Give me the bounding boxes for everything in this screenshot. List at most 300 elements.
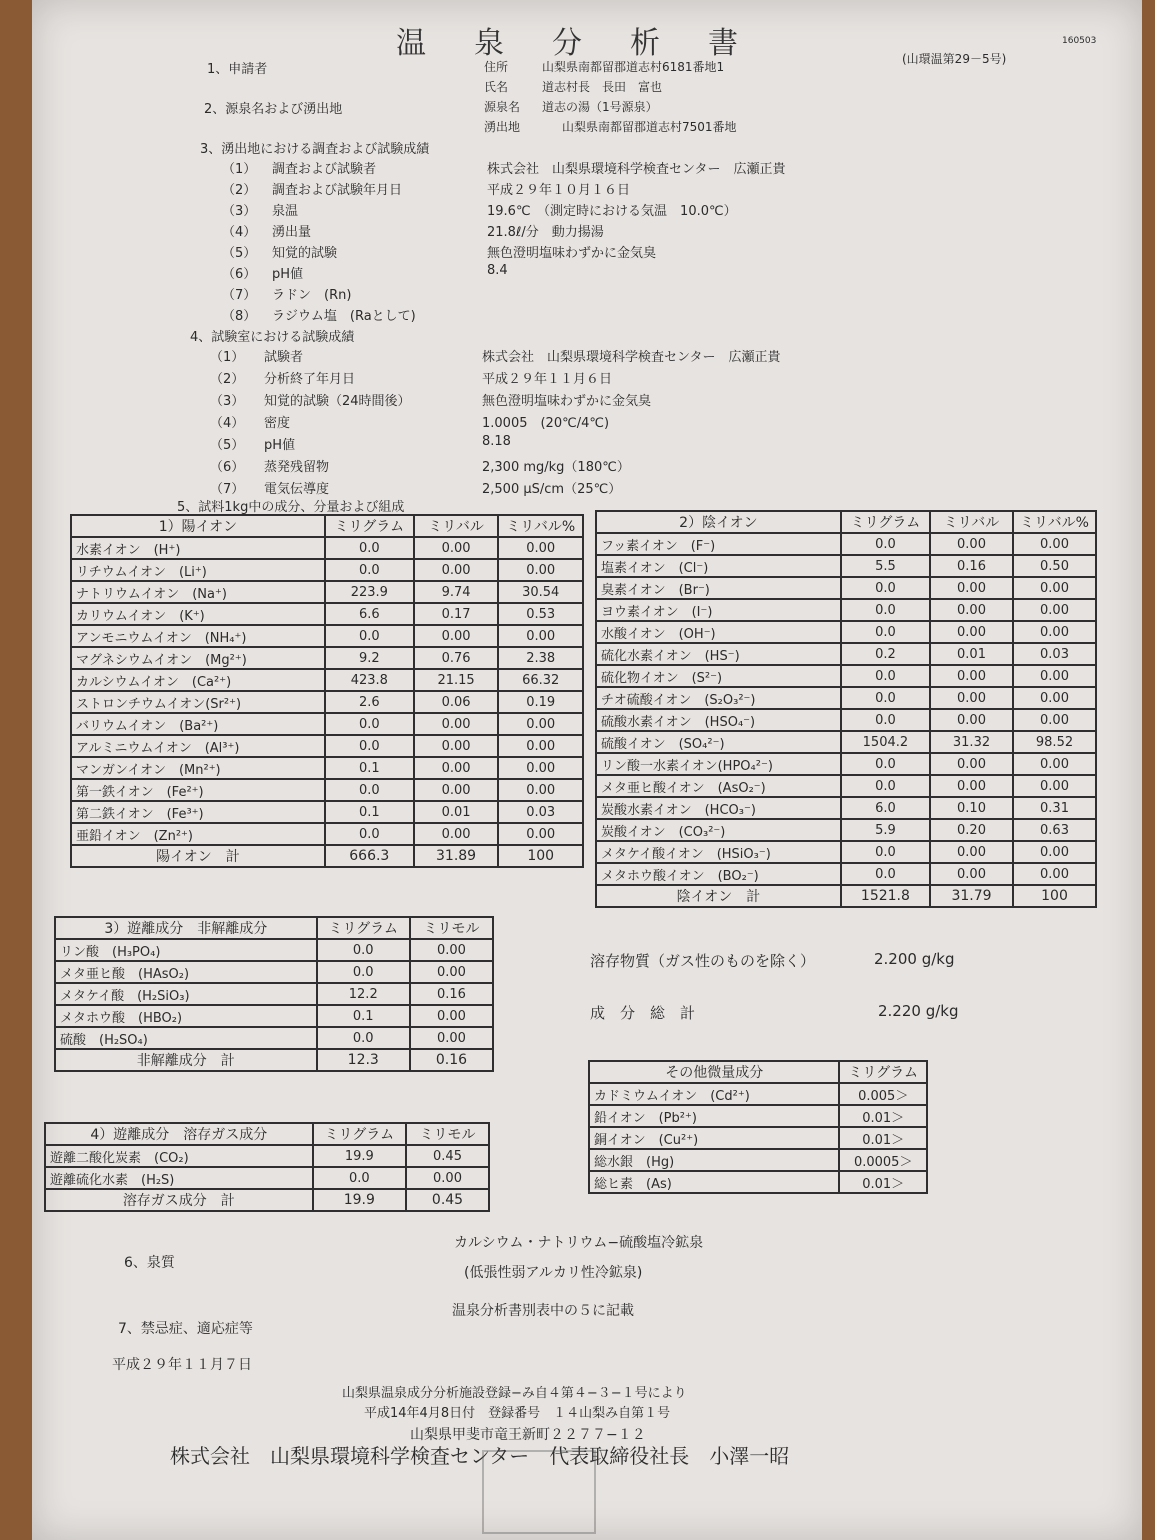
component-value: 0.00 xyxy=(410,1027,493,1049)
item-number: （1） xyxy=(222,162,257,177)
component-name: 総ヒ素 (As) xyxy=(589,1171,839,1193)
item-value: 8.4 xyxy=(487,263,508,278)
component-value: 0.0 xyxy=(325,823,414,845)
address-label: 住所 xyxy=(484,60,509,74)
table-row xyxy=(55,961,493,983)
analysis-sheet xyxy=(32,0,1142,1540)
component-value: 0.0 xyxy=(325,779,414,801)
component-value: 0.0 xyxy=(325,625,414,647)
component-name: アルミニウムイオン (Al³⁺) xyxy=(71,735,325,757)
component-name: フッ素イオン (F⁻) xyxy=(596,533,841,555)
component-name: チオ硫酸イオン (S₂O₃²⁻) xyxy=(596,687,841,709)
table-row xyxy=(596,797,1096,819)
item-label: 密度 xyxy=(264,416,291,431)
column-header: 2）陰イオン xyxy=(596,511,841,533)
column-header: ミリバル% xyxy=(1013,511,1096,533)
component-name: 水酸イオン (OH⁻) xyxy=(596,621,841,643)
column-header: 1）陽イオン xyxy=(71,515,325,537)
component-value: 0.0 xyxy=(841,863,930,885)
table-row xyxy=(71,581,583,603)
component-value: 0.1 xyxy=(317,1005,410,1027)
column-header: ミリグラム xyxy=(325,515,414,537)
component-name: カドミウムイオン (Cd²⁺) xyxy=(589,1083,839,1105)
name-value: 道志村長 長田 富也 xyxy=(542,80,663,94)
component-value: 0.00 xyxy=(410,961,493,983)
item-label: 調査および試験者 xyxy=(272,162,377,177)
component-name: 遊離硫化水素 (H₂S) xyxy=(45,1167,313,1189)
component-value: 9.74 xyxy=(414,581,499,603)
table-total-row xyxy=(596,885,1096,907)
table-row xyxy=(596,555,1096,577)
anion-table xyxy=(595,510,1097,908)
column-header: ミリバル xyxy=(414,515,499,537)
component-value: 0.00 xyxy=(410,939,493,961)
table-row xyxy=(596,709,1096,731)
component-value: 0.00 xyxy=(930,753,1013,775)
component-value: 0.10 xyxy=(930,797,1013,819)
undissociated-table xyxy=(54,916,494,1072)
table-row xyxy=(71,801,583,823)
table-header-row xyxy=(55,917,493,939)
item-number: （5） xyxy=(210,438,245,453)
component-value: 5.9 xyxy=(841,819,930,841)
component-value: 5.5 xyxy=(841,555,930,577)
dissolved-matter-label: 溶存物質（ガス性のものを除く） xyxy=(590,952,816,970)
item-number: （3） xyxy=(210,394,245,409)
component-value: 0.00 xyxy=(498,559,583,581)
section-4-label: 4、試験室における試験成績 xyxy=(190,330,355,345)
component-value: 0.00 xyxy=(930,599,1013,621)
table-row xyxy=(589,1083,927,1105)
item-value: 21.8ℓ/分 動力揚湯 xyxy=(487,225,604,240)
item-number: （7） xyxy=(210,482,245,497)
component-value: 0.01 xyxy=(414,801,499,823)
total-value: 666.3 xyxy=(325,845,414,867)
item-number: （2） xyxy=(222,183,257,198)
table-row xyxy=(596,533,1096,555)
table-row xyxy=(596,665,1096,687)
component-value: 0.00 xyxy=(930,775,1013,797)
component-value: 0.01＞ xyxy=(839,1127,927,1149)
document-title: 温泉分析書 xyxy=(396,26,786,61)
component-value: 0.00 xyxy=(930,863,1013,885)
table-row xyxy=(596,863,1096,885)
table-header-row xyxy=(596,511,1096,533)
section-6-label: 6、泉質 xyxy=(124,1255,175,1271)
item-label: 知覚的試験（24時間後） xyxy=(264,394,411,409)
column-header: ミリバル xyxy=(930,511,1013,533)
trace-components-table xyxy=(588,1060,928,1194)
item-label: 泉温 xyxy=(272,204,299,219)
item-value: 平成２９年１０月１６日 xyxy=(487,183,631,198)
component-value: 0.00 xyxy=(498,537,583,559)
column-header: ミリモル xyxy=(406,1123,489,1145)
component-value: 423.8 xyxy=(325,669,414,691)
item-value: 株式会社 山梨県環境科学検査センター 広瀬正貴 xyxy=(487,162,786,177)
component-value: 0.17 xyxy=(414,603,499,625)
location-label: 湧出地 xyxy=(484,120,521,134)
table-row xyxy=(71,779,583,801)
component-value: 98.52 xyxy=(1013,731,1096,753)
registration-line-1: 山梨県温泉成分分析施設登録−み自４第４−３−１号により xyxy=(342,1386,687,1401)
item-label: 蒸発残留物 xyxy=(264,460,330,475)
component-name: 炭酸イオン (CO₃²⁻) xyxy=(596,819,841,841)
spring-quality: カルシウム・ナトリウム−硫酸塩冷鉱泉 xyxy=(454,1235,704,1251)
total-label: 溶存ガス成分 計 xyxy=(45,1189,313,1211)
component-value: 0.00 xyxy=(930,687,1013,709)
table-row xyxy=(589,1127,927,1149)
item-value: 19.6℃ （測定時における気温 10.0℃） xyxy=(487,204,737,219)
component-name: 水素イオン (H⁺) xyxy=(71,537,325,559)
component-value: 0.06 xyxy=(414,691,499,713)
section-5-label: 5、試料1kg中の成分、分量および組成 xyxy=(177,500,405,515)
component-value: 0.0 xyxy=(841,709,930,731)
total-label: 陰イオン 計 xyxy=(596,885,841,907)
item-number: （4） xyxy=(222,225,257,240)
location-value: 山梨県南都留郡道志村7501番地 xyxy=(562,120,737,134)
component-name: カリウムイオン (K⁺) xyxy=(71,603,325,625)
component-value: 0.00 xyxy=(498,625,583,647)
indications-note: 温泉分析書別表中の５に記載 xyxy=(452,1303,634,1319)
component-value: 2.38 xyxy=(498,647,583,669)
component-name: ストロンチウムイオン(Sr²⁺) xyxy=(71,691,325,713)
item-number: （4） xyxy=(210,416,245,431)
component-value: 0.00 xyxy=(1013,533,1096,555)
component-name: メタケイ酸 (H₂SiO₃) xyxy=(55,983,317,1005)
component-name: メタケイ酸イオン (HSiO₃⁻) xyxy=(596,841,841,863)
component-name: バリウムイオン (Ba²⁺) xyxy=(71,713,325,735)
table-row xyxy=(589,1149,927,1171)
component-value: 0.0 xyxy=(841,599,930,621)
component-value: 0.00 xyxy=(1013,621,1096,643)
component-value: 0.0 xyxy=(317,939,410,961)
component-value: 0.00 xyxy=(1013,841,1096,863)
component-value: 0.00 xyxy=(414,559,499,581)
component-value: 0.00 xyxy=(414,537,499,559)
component-value: 0.00 xyxy=(410,1005,493,1027)
item-number: （6） xyxy=(210,460,245,475)
address-value: 山梨県南都留郡道志村6181番地1 xyxy=(542,60,725,74)
component-name: メタホウ酸 (HBO₂) xyxy=(55,1005,317,1027)
table-row xyxy=(55,939,493,961)
component-value: 0.0 xyxy=(841,687,930,709)
corner-code: 160503 xyxy=(1062,36,1097,46)
item-label: pH値 xyxy=(264,438,296,453)
component-value: 2.6 xyxy=(325,691,414,713)
component-value: 0.00 xyxy=(406,1167,489,1189)
component-value: 0.63 xyxy=(1013,819,1096,841)
component-value: 0.03 xyxy=(498,801,583,823)
dissolved-matter-value: 2.200 g/kg xyxy=(874,950,955,968)
component-value: 19.9 xyxy=(313,1145,406,1167)
component-value: 0.00 xyxy=(414,757,499,779)
table-row xyxy=(71,647,583,669)
table-row xyxy=(596,643,1096,665)
column-header: ミリモル xyxy=(410,917,493,939)
table-total-row xyxy=(45,1189,489,1211)
component-value: 0.76 xyxy=(414,647,499,669)
column-header: ミリグラム xyxy=(839,1061,927,1083)
component-value: 0.01 xyxy=(930,643,1013,665)
issue-date: 平成２９年１１月７日 xyxy=(112,1357,252,1373)
item-label: 知覚的試験 xyxy=(272,246,338,261)
component-value: 0.0 xyxy=(841,665,930,687)
component-value: 0.005＞ xyxy=(839,1083,927,1105)
grand-total-value: 2.220 g/kg xyxy=(878,1002,959,1020)
component-name: リン酸 (H₃PO₄) xyxy=(55,939,317,961)
component-value: 0.00 xyxy=(930,709,1013,731)
item-value: 2,300 mg/kg（180℃） xyxy=(482,460,630,475)
registration-line-2: 平成14年4月8日付 登録番号 １４山梨み自第１号 xyxy=(364,1406,671,1421)
table-row xyxy=(71,713,583,735)
component-value: 0.00 xyxy=(414,735,499,757)
total-value: 31.89 xyxy=(414,845,499,867)
component-value: 0.45 xyxy=(406,1145,489,1167)
column-header: ミリバル% xyxy=(498,515,583,537)
component-name: 硫化物イオン (S²⁻) xyxy=(596,665,841,687)
section-3-label: 3、湧出地における調査および試験成績 xyxy=(200,142,430,157)
component-value: 0.00 xyxy=(1013,775,1096,797)
table-row xyxy=(596,841,1096,863)
item-number: （2） xyxy=(210,372,245,387)
component-value: 9.2 xyxy=(325,647,414,669)
component-name: 炭酸水素イオン (HCO₃⁻) xyxy=(596,797,841,819)
component-value: 0.00 xyxy=(1013,709,1096,731)
table-row xyxy=(45,1167,489,1189)
table-row xyxy=(71,537,583,559)
component-value: 0.00 xyxy=(930,533,1013,555)
item-value: 平成２９年１１月６日 xyxy=(482,372,613,387)
grand-total-label: 成 分 総 計 xyxy=(590,1004,696,1022)
column-header: 4）遊離成分 溶存ガス成分 xyxy=(45,1123,313,1145)
item-label: ラジウム塩 (Raとして) xyxy=(272,309,416,324)
component-name: 遊離二酸化炭素 (CO₂) xyxy=(45,1145,313,1167)
component-value: 0.00 xyxy=(930,841,1013,863)
component-value: 6.6 xyxy=(325,603,414,625)
company-signature: 株式会社 山梨県環境科学検査センター 代表取締役社長 小澤一昭 xyxy=(170,1444,790,1468)
column-header: その他微量成分 xyxy=(589,1061,839,1083)
component-name: 第二鉄イオン (Fe³⁺) xyxy=(71,801,325,823)
component-value: 31.32 xyxy=(930,731,1013,753)
component-name: 第一鉄イオン (Fe²⁺) xyxy=(71,779,325,801)
component-value: 0.00 xyxy=(1013,599,1096,621)
component-value: 0.00 xyxy=(1013,687,1096,709)
component-value: 0.53 xyxy=(498,603,583,625)
section-2-label: 2、源泉名および湧出地 xyxy=(204,102,343,117)
component-value: 0.01＞ xyxy=(839,1171,927,1193)
component-name: 硫酸イオン (SO₄²⁻) xyxy=(596,731,841,753)
table-row xyxy=(596,687,1096,709)
section-1-label: 1、申請者 xyxy=(207,62,268,77)
component-value: 1504.2 xyxy=(841,731,930,753)
component-name: 硫化水素イオン (HS⁻) xyxy=(596,643,841,665)
component-value: 0.0 xyxy=(325,537,414,559)
table-row xyxy=(71,603,583,625)
component-value: 0.0005＞ xyxy=(839,1149,927,1171)
total-label: 非解離成分 計 xyxy=(55,1049,317,1071)
component-value: 0.00 xyxy=(414,823,499,845)
component-value: 0.20 xyxy=(930,819,1013,841)
total-value: 12.3 xyxy=(317,1049,410,1071)
total-value: 31.79 xyxy=(930,885,1013,907)
table-row xyxy=(45,1145,489,1167)
total-value: 100 xyxy=(1013,885,1096,907)
item-number: （7） xyxy=(222,288,257,303)
total-value: 1521.8 xyxy=(841,885,930,907)
table-row xyxy=(596,775,1096,797)
component-value: 0.0 xyxy=(841,621,930,643)
item-label: 電気伝導度 xyxy=(264,482,330,497)
component-value: 0.00 xyxy=(414,625,499,647)
item-number: （8） xyxy=(222,309,257,324)
component-value: 0.1 xyxy=(325,757,414,779)
component-name: 鉛イオン (Pb²⁺) xyxy=(589,1105,839,1127)
component-name: メタホウ酸イオン (BO₂⁻) xyxy=(596,863,841,885)
component-value: 66.32 xyxy=(498,669,583,691)
item-value: 8.18 xyxy=(482,434,511,449)
table-row xyxy=(596,621,1096,643)
component-name: 亜鉛イオン (Zn²⁺) xyxy=(71,823,325,845)
component-name: リチウムイオン (Li⁺) xyxy=(71,559,325,581)
component-value: 0.2 xyxy=(841,643,930,665)
component-value: 21.15 xyxy=(414,669,499,691)
table-row xyxy=(71,823,583,845)
table-header-row xyxy=(589,1061,927,1083)
table-row xyxy=(71,625,583,647)
component-value: 0.00 xyxy=(930,577,1013,599)
item-value: 無色澄明塩味わずかに金気臭 xyxy=(487,246,657,261)
item-number: （1） xyxy=(210,350,245,365)
component-value: 0.0 xyxy=(317,961,410,983)
table-row xyxy=(55,983,493,1005)
column-header: 3）遊離成分 非解離成分 xyxy=(55,917,317,939)
component-value: 0.0 xyxy=(841,533,930,555)
component-value: 0.00 xyxy=(930,665,1013,687)
component-value: 0.00 xyxy=(414,779,499,801)
total-value: 0.45 xyxy=(406,1189,489,1211)
item-label: 湧出量 xyxy=(272,225,312,240)
item-label: pH値 xyxy=(272,267,304,282)
dissolved-gas-table xyxy=(44,1122,490,1212)
component-name: マンガンイオン (Mn²⁺) xyxy=(71,757,325,779)
table-row xyxy=(71,669,583,691)
component-value: 0.00 xyxy=(414,713,499,735)
component-name: 塩素イオン (Cl⁻) xyxy=(596,555,841,577)
component-value: 0.0 xyxy=(841,753,930,775)
table-row xyxy=(55,1027,493,1049)
component-name: カルシウムイオン (Ca²⁺) xyxy=(71,669,325,691)
component-value: 0.00 xyxy=(498,713,583,735)
name-label: 氏名 xyxy=(484,80,509,94)
column-header: ミリグラム xyxy=(313,1123,406,1145)
component-name: メタ亜ヒ酸イオン (AsO₂⁻) xyxy=(596,775,841,797)
column-header: ミリグラム xyxy=(841,511,930,533)
component-value: 0.0 xyxy=(841,577,930,599)
item-value: 株式会社 山梨県環境科学検査センター 広瀬正貴 xyxy=(482,350,781,365)
component-value: 0.00 xyxy=(1013,665,1096,687)
component-value: 0.01＞ xyxy=(839,1105,927,1127)
component-name: 臭素イオン (Br⁻) xyxy=(596,577,841,599)
component-name: マグネシウムイオン (Mg²⁺) xyxy=(71,647,325,669)
table-row xyxy=(596,753,1096,775)
table-total-row xyxy=(71,845,583,867)
component-value: 0.00 xyxy=(498,735,583,757)
total-value: 0.16 xyxy=(410,1049,493,1071)
spring-quality-sub: (低張性弱アルカリ性冷鉱泉) xyxy=(464,1265,643,1281)
table-row xyxy=(589,1171,927,1193)
document-number: (山環温第29－5号) xyxy=(902,52,1007,66)
component-value: 0.0 xyxy=(325,735,414,757)
table-row xyxy=(55,1005,493,1027)
component-value: 0.00 xyxy=(498,757,583,779)
item-label: 調査および試験年月日 xyxy=(272,183,403,198)
component-name: メタ亜ヒ酸 (HAsO₂) xyxy=(55,961,317,983)
component-value: 0.00 xyxy=(498,823,583,845)
item-number: （3） xyxy=(222,204,257,219)
item-label: 分析終了年月日 xyxy=(264,372,356,387)
component-value: 6.0 xyxy=(841,797,930,819)
table-header-row xyxy=(45,1123,489,1145)
table-row xyxy=(71,735,583,757)
item-label: ラドン (Rn) xyxy=(272,288,352,303)
table-row xyxy=(596,599,1096,621)
component-value: 223.9 xyxy=(325,581,414,603)
component-name: 銅イオン (Cu²⁺) xyxy=(589,1127,839,1149)
total-value: 100 xyxy=(498,845,583,867)
item-number: （5） xyxy=(222,246,257,261)
table-row xyxy=(71,757,583,779)
company-seal xyxy=(482,1450,596,1534)
table-row xyxy=(589,1105,927,1127)
component-value: 0.0 xyxy=(317,1027,410,1049)
component-name: アンモニウムイオン (NH₄⁺) xyxy=(71,625,325,647)
item-label: 試験者 xyxy=(264,350,304,365)
component-value: 12.2 xyxy=(317,983,410,1005)
item-number: （6） xyxy=(222,267,257,282)
component-name: 硫酸水素イオン (HSO₄⁻) xyxy=(596,709,841,731)
company-address: 山梨県甲斐市竜王新町２２７７−１２ xyxy=(410,1427,646,1443)
component-value: 0.00 xyxy=(1013,577,1096,599)
item-value: 無色澄明塩味わずかに金気臭 xyxy=(482,394,652,409)
component-name: ナトリウムイオン (Na⁺) xyxy=(71,581,325,603)
component-value: 0.19 xyxy=(498,691,583,713)
component-value: 0.00 xyxy=(498,779,583,801)
table-header-row xyxy=(71,515,583,537)
component-value: 30.54 xyxy=(498,581,583,603)
component-value: 0.16 xyxy=(930,555,1013,577)
component-value: 0.1 xyxy=(325,801,414,823)
table-row xyxy=(596,819,1096,841)
item-value: 1.0005 (20℃/4℃) xyxy=(482,416,610,431)
component-value: 0.0 xyxy=(313,1167,406,1189)
component-name: リン酸一水素イオン(HPO₄²⁻) xyxy=(596,753,841,775)
table-total-row xyxy=(55,1049,493,1071)
component-value: 0.00 xyxy=(1013,753,1096,775)
total-label: 陽イオン 計 xyxy=(71,845,325,867)
component-name: 硫酸 (H₂SO₄) xyxy=(55,1027,317,1049)
component-name: 総水銀 (Hg) xyxy=(589,1149,839,1171)
component-value: 0.00 xyxy=(1013,863,1096,885)
component-value: 0.03 xyxy=(1013,643,1096,665)
column-header: ミリグラム xyxy=(317,917,410,939)
table-row xyxy=(71,559,583,581)
component-value: 0.0 xyxy=(841,775,930,797)
component-value: 0.00 xyxy=(930,621,1013,643)
component-value: 0.0 xyxy=(841,841,930,863)
component-value: 0.50 xyxy=(1013,555,1096,577)
total-value: 19.9 xyxy=(313,1189,406,1211)
source-value: 道志の湯（1号源泉） xyxy=(542,100,658,114)
